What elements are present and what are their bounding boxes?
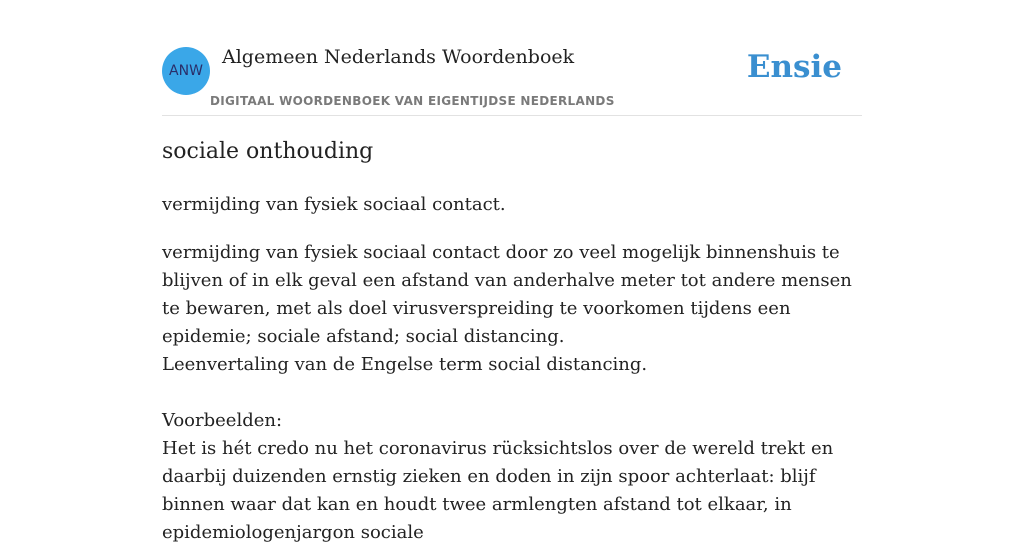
site-subtitle: DIGITAAL WOORDENBOEK VAN EIGENTIJDSE NEDERLANDS [210,94,615,108]
etymology: Leenvertaling van de Engelse term social distancing. [162,354,648,375]
short-definition: vermijding van fysiek sociaal contact. [162,194,506,215]
entry-body [162,239,862,547]
page [162,0,862,543]
ensie-brand-logo[interactable]: Ensie [746,49,842,85]
spacer [162,379,862,407]
long-definition: vermijding van fysiek sociaal contact door zo veel mogelijk binnenshuis te blijven of in elk geval een afstand van anderhalve meter tot andere mensen te bewaren, met als doel virusverspreiding te voorkomen tijdens een epidemie; sociale afstand; social distancing. [162,242,852,347]
example-text: Het is hét credo nu het coronavirus rücksichtslos over de wereld trekt en daarbij duizenden ernstig zieken en doden in zijn spoor achterlaat: blijf binnen waar dat kan en houdt twee armlengten afstand tot elkaar, in epidemiologenjargon sociale [162,438,834,543]
anw-logo[interactable] [162,47,210,95]
entry-term: sociale onthouding [162,139,374,164]
anw-logo-text: ANW [169,63,203,79]
site-title[interactable]: Algemeen Nederlands Woordenboek [222,46,575,68]
examples-label: Voorbeelden: [162,410,283,431]
site-header [162,0,862,116]
